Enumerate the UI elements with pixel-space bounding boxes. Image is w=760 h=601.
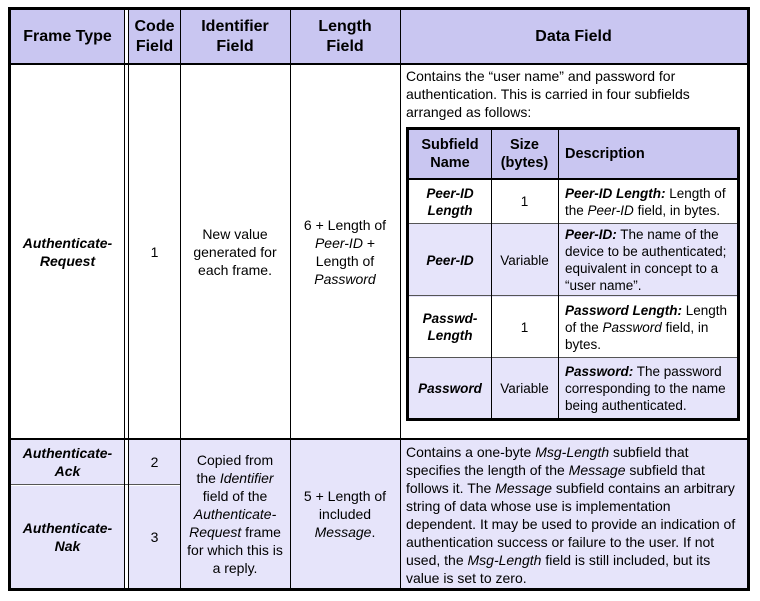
- frame-type-authenticate-nak: Authenticate-Nak: [11, 486, 124, 588]
- sub-size-peer-id: Variable: [500, 252, 549, 268]
- sub-rule-col-1: [491, 130, 492, 418]
- sub-rule-row-3: [409, 357, 737, 358]
- identifier-text-i1: Identifier: [219, 470, 274, 486]
- rule-request-bottom: [11, 438, 747, 440]
- data-ack-nak-2: subfield that specifies the length of the: [406, 444, 689, 478]
- data-ack-nak-i1: Msg-Length: [535, 444, 610, 460]
- sub-rule-header: [409, 178, 737, 180]
- length-prefix: 6 + Length of: [303, 216, 387, 233]
- sub-rule-row-1: [409, 223, 737, 224]
- sub-desc-b-2: field, in bytes.: [565, 319, 709, 352]
- sub-desc-bold-2: Password Length:: [565, 302, 683, 318]
- identifier-authenticate-request: New value generated for each frame.: [193, 225, 277, 278]
- length-plus: +: [362, 234, 376, 251]
- identifier-text-i2: Authenticate-Request: [189, 506, 277, 540]
- subfield-table: [406, 127, 740, 421]
- identifier-text-a: Copied from the: [196, 452, 274, 486]
- data-intro-authenticate-request: Contains the “user name” and password for authentication. This is carried in four subfields arranged as follows:: [406, 68, 690, 120]
- sub-desc-passwd-length: [558, 297, 737, 357]
- data-ack-nak-5: field is still included, but its value is set to zero.: [406, 552, 711, 586]
- header-data-field: Data Field: [400, 10, 747, 63]
- length-ack-nak-b: .: [371, 524, 376, 540]
- identifier-text-c: frame for which this is a reply.: [187, 524, 283, 576]
- length-peer-id: Peer-ID: [314, 234, 363, 251]
- sub-desc-i-2: Password: [602, 319, 662, 335]
- length-ack-nak-message: Message: [314, 524, 372, 540]
- sub-desc-a-2: Length of the: [565, 302, 728, 335]
- sub-name-passwd-length: Passwd-Length: [409, 297, 491, 357]
- data-ack-nak-1: Contains a one-byte: [406, 444, 536, 460]
- sub-size-peer-id-length: 1: [491, 180, 558, 223]
- sub-desc-peer-id: [558, 225, 737, 295]
- sub-header-description: Description: [558, 130, 737, 178]
- rule-col-1b: [128, 10, 129, 588]
- code-authenticate-ack: 2: [129, 440, 180, 484]
- data-ack-nak-i4: Msg-Length: [467, 552, 542, 568]
- sub-header-size: Size (bytes): [491, 130, 558, 178]
- sub-size-password: Variable: [500, 381, 549, 396]
- sub-desc-a-0: Length of the: [565, 185, 726, 218]
- data-ack-nak-3: subfield that follows it. The: [406, 462, 705, 496]
- sub-name-peer-id: Peer-ID: [426, 252, 474, 268]
- sub-desc-a-3: The password corresponding to the name being authenticated.: [565, 364, 726, 413]
- length-of: Length of: [315, 252, 375, 269]
- data-ack-nak-4: subfield contains an arbitrary string of data whose use is implementation dependent. It may be used to provide an indication of authentication success or failure to the user. If not used, the: [406, 480, 736, 568]
- sub-desc-bold-1: Peer-ID:: [565, 227, 617, 242]
- header-code-field: Code Field: [129, 10, 180, 63]
- rule-col-3: [290, 10, 291, 588]
- code-authenticate-request: 1: [150, 243, 159, 260]
- sub-desc-password: [558, 359, 737, 418]
- length-authenticate-request: [290, 65, 400, 438]
- sub-desc-a-1: The name of the device to be authenticated; equivalent in concept to a “user name”.: [565, 227, 727, 293]
- length-ack-nak-a: 5 + Length of included: [303, 488, 387, 522]
- data-ack-nak-i2: Message: [568, 462, 626, 478]
- header-identifier-field: Identifier Field: [180, 10, 290, 63]
- sub-desc-i-0: Peer-ID: [587, 202, 634, 218]
- data-ack-nak-i3: Message: [495, 480, 553, 496]
- identifier-ack-nak: [180, 440, 290, 588]
- sub-desc-b-0: field, in bytes.: [633, 202, 721, 218]
- frame-type-authenticate-request: Authenticate-Request: [22, 234, 113, 269]
- sub-desc-bold-3: Password:: [565, 364, 634, 379]
- header-frame-type: Frame Type: [11, 10, 124, 63]
- data-ack-nak: [400, 440, 747, 588]
- sub-desc-bold-0: Peer-ID Length:: [565, 185, 666, 201]
- sub-name-peer-id-length: Peer-ID Length: [409, 180, 491, 223]
- rule-col-4: [400, 10, 401, 588]
- sub-rule-row-2: [409, 295, 737, 296]
- identifier-text-b: field of the: [202, 488, 268, 504]
- rule-col-2: [180, 10, 181, 588]
- code-authenticate-nak: 3: [129, 486, 180, 588]
- rule-ack-nak-split: [11, 484, 180, 485]
- sub-size-passwd-length: 1: [491, 297, 558, 357]
- sub-rule-col-2: [558, 130, 559, 418]
- sub-desc-peer-id-length: [558, 180, 737, 223]
- frame-type-authenticate-ack: Authenticate-Ack: [11, 440, 124, 484]
- sub-name-password: Password: [418, 381, 482, 396]
- header-length-field: Length Field: [290, 10, 400, 63]
- sub-header-name: Subfield Name: [409, 130, 491, 178]
- rule-header-bottom: [11, 63, 747, 65]
- length-password: Password: [314, 270, 376, 287]
- length-ack-nak: [290, 440, 400, 588]
- rule-col-1a: [124, 10, 125, 588]
